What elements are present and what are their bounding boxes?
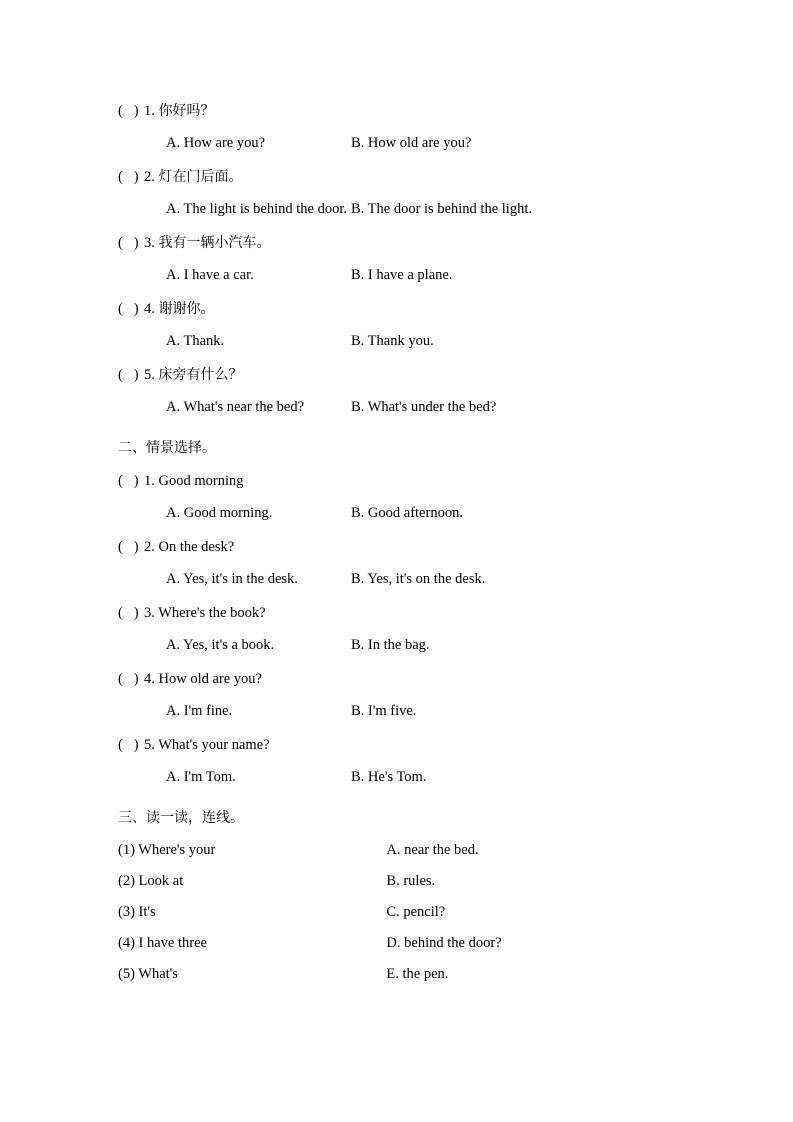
answer-blank[interactable]: ( ) xyxy=(118,671,139,687)
question-stem-row xyxy=(118,95,673,127)
option-row xyxy=(118,391,673,423)
answer-blank[interactable]: ( ) xyxy=(118,367,139,383)
question-number: 3. xyxy=(144,605,155,621)
match-right-item[interactable]: A. near the bed. xyxy=(386,842,479,858)
question-stem-row xyxy=(118,161,673,193)
option-a[interactable]: A. Yes, it's a book. xyxy=(166,637,275,653)
question-stem: 谢谢你。 xyxy=(158,301,215,317)
question-number: 2. xyxy=(144,539,155,555)
option-a[interactable]: A. I'm fine. xyxy=(166,703,233,719)
answer-blank[interactable]: ( ) xyxy=(118,235,139,251)
question-item xyxy=(118,359,673,423)
option-b[interactable]: B. How old are you? xyxy=(351,135,472,151)
option-row xyxy=(118,563,673,595)
question-stem-row xyxy=(118,729,673,761)
match-row xyxy=(118,959,673,990)
question-stem-row xyxy=(118,359,673,391)
answer-blank[interactable]: ( ) xyxy=(118,103,139,119)
question-number: 5. xyxy=(144,737,155,753)
option-a[interactable]: A. What's near the bed? xyxy=(166,399,305,415)
match-row xyxy=(118,866,673,897)
option-row xyxy=(118,695,673,727)
option-row xyxy=(118,325,673,357)
option-b[interactable]: B. Yes, it's on the desk. xyxy=(351,571,486,587)
question-item xyxy=(118,227,673,291)
question-stem-row xyxy=(118,597,673,629)
option-b[interactable]: B. Thank you. xyxy=(351,333,434,349)
section-three-title: 三、读一读，连线。 xyxy=(118,810,244,826)
option-row xyxy=(118,127,673,159)
match-left-item[interactable]: (4) I have three xyxy=(118,935,207,951)
answer-blank[interactable]: ( ) xyxy=(118,737,139,753)
match-right-item[interactable]: D. behind the door? xyxy=(386,935,502,951)
section-one-continued xyxy=(118,95,673,423)
question-number: 3. xyxy=(144,235,155,251)
answer-blank[interactable]: ( ) xyxy=(118,473,139,489)
answer-blank[interactable]: ( ) xyxy=(118,605,139,621)
question-stem: 灯在门后面。 xyxy=(158,169,243,185)
question-stem-row xyxy=(118,227,673,259)
option-row xyxy=(118,259,673,291)
match-right-item[interactable]: B. rules. xyxy=(386,873,436,889)
answer-blank[interactable]: ( ) xyxy=(118,169,139,185)
match-right-item[interactable]: E. the pen. xyxy=(386,966,449,982)
option-a[interactable]: A. Thank. xyxy=(166,333,225,349)
option-b[interactable]: B. The door is behind the light. xyxy=(351,201,532,217)
question-item xyxy=(118,161,673,225)
option-b[interactable]: B. I'm five. xyxy=(351,703,417,719)
question-stem: What's your name? xyxy=(158,737,270,753)
question-stem: Where's the book? xyxy=(158,605,266,621)
option-row xyxy=(118,761,673,793)
question-stem: 我有一辆小汽车。 xyxy=(158,235,271,251)
option-b[interactable]: B. Good afternoon. xyxy=(351,505,463,521)
option-a[interactable]: A. The light is behind the door. xyxy=(166,201,347,217)
section-two xyxy=(118,431,673,793)
question-item xyxy=(118,95,673,159)
option-b[interactable]: B. What's under the bed? xyxy=(351,399,497,415)
question-item xyxy=(118,293,673,357)
match-left-item[interactable]: (5) What's xyxy=(118,966,178,982)
question-stem: 你好吗？ xyxy=(158,103,215,119)
question-item xyxy=(118,531,673,595)
match-right-item[interactable]: C. pencil? xyxy=(386,904,446,920)
option-a[interactable]: A. Good morning. xyxy=(166,505,273,521)
question-number: 2. xyxy=(144,169,155,185)
option-row xyxy=(118,629,673,661)
option-a[interactable]: A. How are you? xyxy=(166,135,266,151)
question-stem-row xyxy=(118,293,673,325)
match-left-item[interactable]: (2) Look at xyxy=(118,873,184,889)
question-stem: How old are you? xyxy=(158,671,262,687)
question-number: 4. xyxy=(144,671,155,687)
match-row xyxy=(118,928,673,959)
answer-blank[interactable]: ( ) xyxy=(118,539,139,555)
question-number: 5. xyxy=(144,367,155,383)
question-stem-row xyxy=(118,531,673,563)
match-row xyxy=(118,835,673,866)
option-a[interactable]: A. I'm Tom. xyxy=(166,769,236,785)
question-stem-row xyxy=(118,663,673,695)
option-b[interactable]: B. I have a plane. xyxy=(351,267,453,283)
answer-blank[interactable]: ( ) xyxy=(118,301,139,317)
option-row xyxy=(118,497,673,529)
option-row xyxy=(118,193,673,225)
question-item xyxy=(118,465,673,529)
match-row xyxy=(118,897,673,928)
question-number: 4. xyxy=(144,301,155,317)
question-item xyxy=(118,663,673,727)
option-b[interactable]: B. In the bag. xyxy=(351,637,430,653)
question-number: 1. xyxy=(144,473,155,489)
match-left-item[interactable]: (3) It's xyxy=(118,904,156,920)
question-stem: 床旁有什么？ xyxy=(158,367,243,383)
option-b[interactable]: B. He's Tom. xyxy=(351,769,427,785)
question-item xyxy=(118,729,673,793)
option-a[interactable]: A. Yes, it's in the desk. xyxy=(166,571,298,587)
section-two-title: 二、情景选择。 xyxy=(118,440,216,456)
question-number: 1. xyxy=(144,103,155,119)
question-stem: On the desk? xyxy=(158,539,235,555)
question-stem-row xyxy=(118,465,673,497)
section-three xyxy=(118,801,673,990)
match-left-item[interactable]: (1) Where's your xyxy=(118,842,216,858)
option-a[interactable]: A. I have a car. xyxy=(166,267,254,283)
question-item xyxy=(118,597,673,661)
question-stem: Good morning xyxy=(158,473,244,489)
